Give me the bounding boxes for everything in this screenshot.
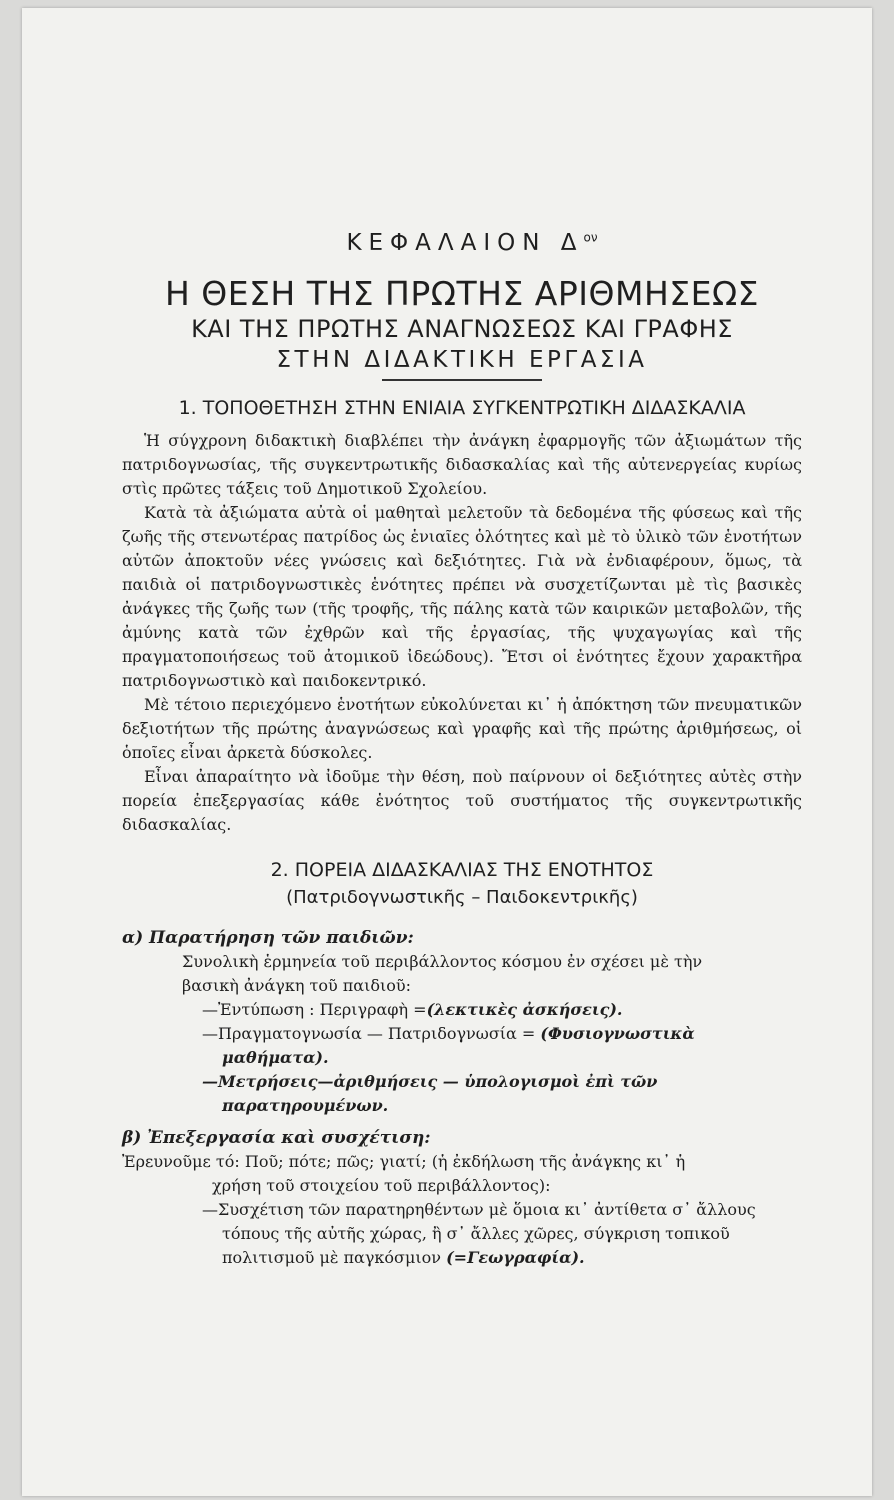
paragraph-3: Μὲ τέτοιο περιεχόμενο ἑνοτήτων εὐκολύνεται κι᾿ ἡ ἀπόκτηση τῶν πνευματικῶν δεξιοτήτων τῆς πρώτης ἀναγνώσεως καὶ γραφῆς καὶ τῆς πρώτης ἀριθμήσεως, οἱ ὁποῖες εἶναι ἀρκετὰ δύσκολες. [122, 695, 802, 762]
chapter-suffix: ον [583, 230, 598, 245]
subsection-a-line-1: Συνολικὴ ἑρμηνεία τοῦ περιβάλλοντος κόσμου ἐν σχέσει μὲ τὴν [182, 952, 703, 971]
chapter-label [142, 230, 802, 256]
chapter-label-text: ΚΕΦΑΛΑΙΟΝ Δ [346, 230, 584, 256]
book-page [22, 8, 872, 1496]
item-1-text: —Ἐντύπωση : Περιγραφὴ = [202, 1000, 427, 1019]
title-line-2: ΚΑΙ ΤΗΣ ΠΡΩΤΗΣ ΑΝΑΓΝΩΣΕΩΣ ΚΑΙ ΓΡΑΦΗΣ [191, 315, 733, 343]
subsection-a-item-3: —Μετρήσεις—ἀριθμήσεις — ὑπολογισμοὶ ἐπὶ τῶν παρατηρουμένων. [202, 1072, 658, 1115]
page-content [122, 230, 802, 1270]
b-item-1-emphasis: (=Γεωγραφία). [446, 1248, 585, 1267]
b-item-1-text: —Συσχέτιση τῶν παρατηρηθέντων μὲ ὅμοια κι᾿ ἀντίθετα σ᾿ ἄλλους τόπους τῆς αὐτῆς χώρας, ἢ σ᾿ ἄλλες χῶρες, σύγκριση τοπικοῦ πολιτισμοῦ μὲ παγκόσμιον [202, 1200, 756, 1267]
item-2-text: —Πραγματογνωσία — Πατριδογνωσία = [202, 1024, 536, 1043]
subsection-b-heading: β) Ἐπεξεργασία καὶ συσχέτιση: [122, 1128, 431, 1148]
title-line-1: Η ΘΕΣΗ ΤΗΣ ΠΡΩΤΗΣ ΑΡΙΘΜΗΣΕΩΣ [164, 274, 760, 313]
section-1-heading: 1. ΤΟΠΟΘΕΤΗΣΗ ΣΤΗΝ ΕΝΙΑΙΑ ΣΥΓΚΕΝΤΡΩΤΙΚΗ ΔΙΔΑΣΚΑΛΙΑ [178, 397, 746, 419]
title-line-3: ΣΤΗΝ ΔΙΔΑΚΤΙΚΗ ΕΡΓΑΣΙΑ [276, 347, 648, 373]
item-1-emphasis: (λεκτικὲς ἀσκήσεις). [426, 1000, 623, 1019]
paragraph-2: Κατὰ τὰ ἀξιώματα αὐτὰ οἱ μαθηταὶ μελετοῦν τὰ δεδομένα τῆς φύσεως καὶ τῆς ζωῆς τῆς στενωτέρας πατρίδος ὡς ἑνιαῖες ὁλότητες καὶ μὲ τὸ ὑλικὸ τῶν ἑνοτήτων αὐτῶν ἀποκτοῦν νέες γνώσεις καὶ δεξιότητες. Γιὰ νὰ ἐνδιαφέρουν, ὅμως, τὰ παιδιὰ οἱ πατριδογνωστικὲς ἑνότητες πρέπει νὰ συσχετίζωνται μὲ τὶς βασικὲς ἀνάγκες τῆς ζωῆς των (τῆς τροφῆς, τῆς πάλης κατὰ τῶν καιρικῶν μεταβολῶν, τῆς ἀμύνης κατὰ τῶν ἐχθρῶν καὶ τῆς ἐργασίας, τῆς ψυχαγωγίας καὶ τῆς πραγματοποιήσεως τοῦ ἀτομικοῦ ἰδεώδους). Ἔτσι οἱ ἑνότητες ἔχουν χαρακτῆρα πατριδογνωστικὸ καὶ παιδοκεντρικό. [122, 503, 802, 690]
subsection-b-line-2: χρήση τοῦ στοιχείου τοῦ περιβάλλοντος): [212, 1176, 551, 1195]
paragraph-1: Ἡ σύγχρονη διδακτικὴ διαβλέπει τὴν ἀνάγκη ἐφαρμογῆς τῶν ἀξιωμάτων τῆς πατριδογνωσίας, τῆς συγκεντρωτικῆς διδασκαλίας καὶ τῆς αὐτενεργείας κυρίως στὶς πρῶτες τάξεις τοῦ Δημοτικοῦ Σχολείου. [122, 431, 802, 498]
title-divider [382, 379, 542, 381]
section-2-subheading: (Πατριδογνωστικῆς – Παιδοκεντρικῆς) [286, 887, 638, 908]
subsection-a-item-1 [122, 998, 802, 1022]
subsection-b-item-1 [122, 1198, 802, 1270]
subsection-a-heading: α) Παρατήρηση τῶν παιδιῶν: [122, 928, 414, 948]
subsection-b-line-1: Ἐρευνοῦμε τό: Ποῦ; πότε; πῶς; γιατί; (ἡ ἐκδήλωση τῆς ἀνάγκης κι᾿ ἡ [122, 1152, 686, 1171]
section-2-heading: 2. ΠΟΡΕΙΑ ΔΙΔΑΣΚΑΛΙΑΣ ΤΗΣ ΕΝΟΤΗΤΟΣ [270, 859, 654, 881]
item-2-emphasis: (Φυσιογνωστικὰ μαθήματα). [222, 1024, 695, 1067]
paragraph-4: Εἶναι ἀπαραίτητο νὰ ἰδοῦμε τὴν θέση, ποὺ παίρνουν οἱ δεξιότητες αὐτὲς στὴν πορεία ἐπεξεργασίας κάθε ἑνότητος τοῦ συστήματος τῆς συγκεντρωτικῆς διδασκαλίας. [122, 767, 802, 834]
subsection-a-item-2 [122, 1022, 802, 1070]
subsection-a-line-2: βασικὴ ἀνάγκη τοῦ παιδιοῦ: [182, 976, 412, 995]
